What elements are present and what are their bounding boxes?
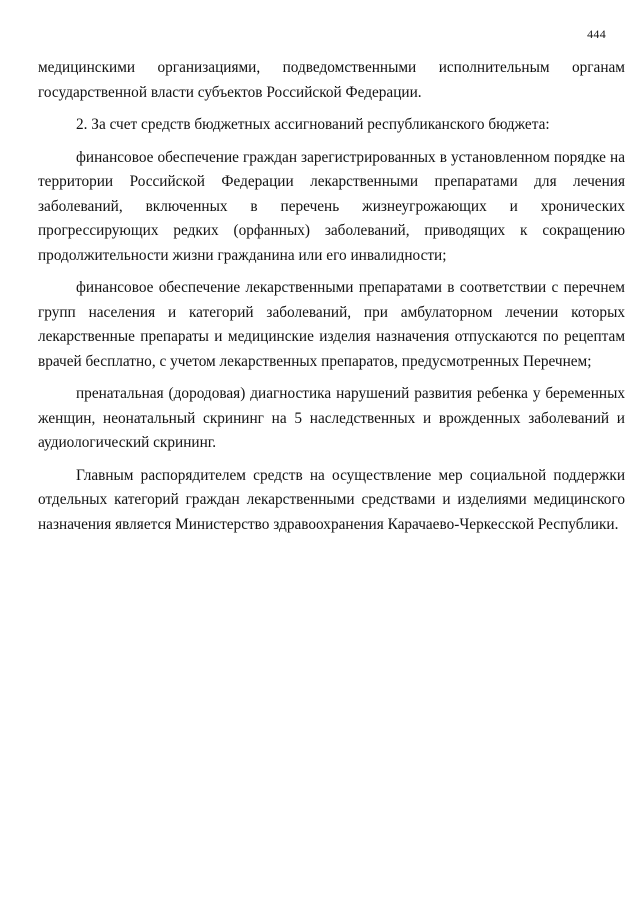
paragraph-prenatal-diagnostics: пренатальная (дородовая) диагностика нарушений развития ребенка у беременных женщин, неонатальный скрининг на 5 наследственных и врожденных заболеваний и аудиологический скрининг. [38, 385, 625, 451]
paragraph-drug-provision: финансовое обеспечение лекарственными препаратами в соответствии с перечнем групп населения и категорий заболеваний, при амбулаторном лечении которых лекарственные препараты и медицинские изделия назначения отпускаются по рецептам врачей бесплатно, с учетом лекарственных препаратов, предусмотренных Перечнем; [38, 279, 625, 370]
page-number: 444 [587, 27, 606, 41]
paragraph-chief-administrator: Главным распорядителем средств на осуществление мер социальной поддержки отдельных категорий граждан лекарственными средствами и изделиями медицинского назначения является Министерство здравоохранения Карачаево-Черкесской Республики. [38, 466, 625, 533]
paragraph-continuation: медицинскими организациями, подведомственными исполнительным органам государственной власти субъектов Российской Федерации. [38, 59, 625, 101]
paragraph-section-2-heading: 2. За счет средств бюджетных ассигнований республиканского бюджета: [76, 116, 550, 133]
document-body [38, 56, 625, 537]
paragraph-orphan-diseases: финансовое обеспечение граждан зарегистрированных в установленном порядке на территории Российской Федерации лекарственными препаратами для лечения заболеваний, включенных в перечень жизнеугрожающих и хронических прогрессирующих редких (орфанных) заболеваний, приводящих к сокращению продолжительности жизни гражданина или его инвалидности; [38, 148, 625, 264]
